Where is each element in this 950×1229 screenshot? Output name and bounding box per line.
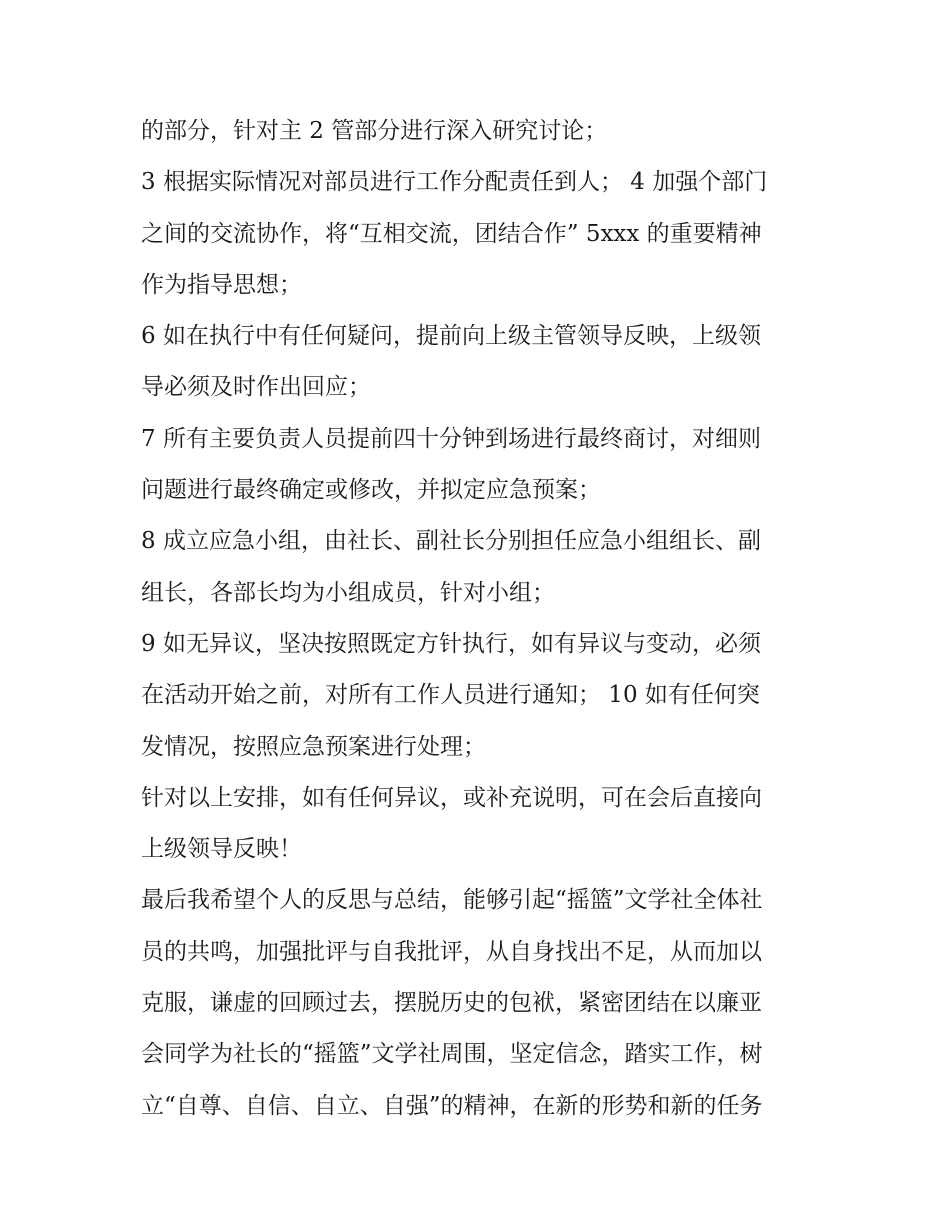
text-line: 6 如在执行中有任何疑问，提前向上级主管领导反映，上级领: [141, 323, 761, 350]
text-line: 针对以上安排，如有任何异议，或补充说明，可在会后直接向: [141, 784, 762, 811]
text-line: 作为指导思想；: [141, 271, 302, 298]
text-line: 问题进行最终确定或修改，并拟定应急预案；: [141, 477, 601, 504]
text-line: 之间的交流协作，将“互相交流，团结合作” 5xxx 的重要精神: [141, 220, 762, 247]
document-body-text: [141, 106, 821, 1132]
text-line: 3 根据实际情况对部员进行工作分配责任到人； 4 加强个部门: [141, 169, 768, 196]
text-line: 在活动开始之前，对所有工作人员进行通知； 10 如有任何突: [141, 682, 760, 709]
text-line: 克服，谦虚的回顾过去，摆脱历史的包袱，紧密团结在以廉亚: [141, 990, 762, 1017]
text-line: 最后我希望个人的反思与总结，能够引起“摇篮”文学社全体社: [141, 887, 763, 914]
text-line: 立“自尊、自信、自立、自强”的精神，在新的形势和新的任务: [141, 1092, 763, 1119]
text-line: 会同学为社长的“摇篮”文学社周围，坚定信念，踏实工作，树: [141, 1041, 763, 1068]
text-line: 导必须及时作出回应；: [141, 374, 371, 401]
text-line: 7 所有主要负责人员提前四十分钟到场进行最终商讨，对细则: [141, 425, 761, 452]
text-line: 9 如无异议，坚决按照既定方针执行，如有异议与变动，必须: [141, 630, 761, 657]
text-line: 员的共鸣，加强批评与自我批评，从自身找出不足，从而加以: [141, 938, 762, 965]
text-line: 8 成立应急小组，由社长、副社长分别担任应急小组组长、副: [141, 528, 761, 555]
text-line: 上级领导反映！: [141, 836, 302, 863]
text-line: 发情况，按照应急预案进行处理；: [141, 733, 486, 760]
text-line: 的部分，针对主 2 管部分进行深入研究讨论；: [141, 118, 608, 144]
text-line: 组长，各部长均为小组成员，针对小组；: [141, 579, 555, 606]
